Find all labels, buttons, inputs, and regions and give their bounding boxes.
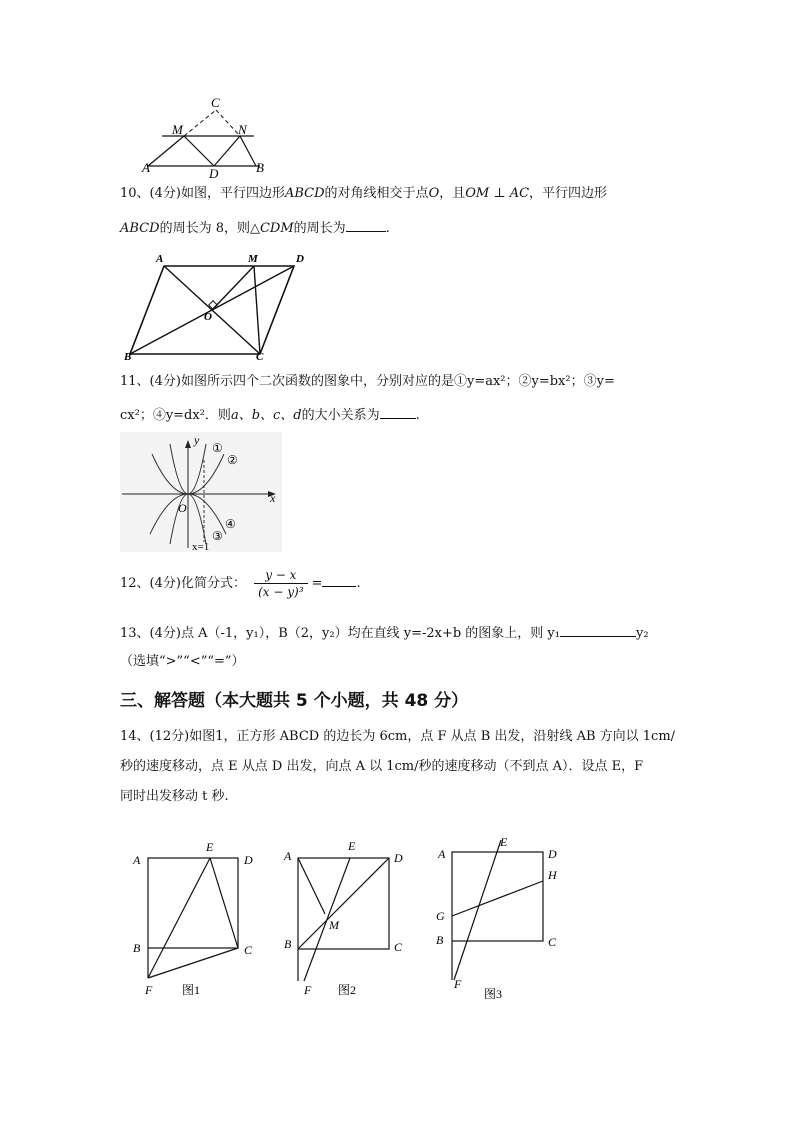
fraction-denominator: (x − y)³ — [258, 585, 304, 599]
label-c: C — [256, 351, 264, 362]
label-b: B — [436, 933, 444, 947]
answer-blank[interactable] — [322, 572, 356, 587]
question-13-line2: （选填“>”“<”“=”） — [120, 654, 245, 669]
label-b: B — [133, 941, 141, 955]
question-number: 13、(4分) — [120, 626, 181, 641]
answer-blank[interactable] — [560, 622, 636, 637]
label-o: O — [178, 501, 187, 515]
label-m: M — [248, 253, 258, 265]
label-a: A — [284, 849, 292, 863]
fraction-numerator: y − x — [254, 567, 307, 584]
parallelogram-figure — [122, 250, 322, 362]
label-e: E — [348, 839, 356, 853]
question-14-line1: 14、(12分)如图1，正方形 ABCD 的边长为 6cm，点 F 从点 B 出发，沿射线 AB 方向以 1cm/ — [120, 729, 676, 744]
question-12: 12、(4分)化简分式： $\frac{y - x}{\text{(x − y)³}}$ = . — [120, 568, 361, 599]
label-x: x — [270, 491, 276, 505]
square-figure-3 — [430, 830, 570, 1006]
label-d: D — [244, 853, 253, 867]
question-10-line2: ABCD的周长为 8，则△CDM的周长为 . — [120, 217, 390, 239]
square-figure-1 — [128, 836, 268, 1002]
question-13-line1: 13、(4分)点 A（-1，y₁），B（2，y₂）均在直线 y=-2x+b 的图象上，则 y₁ y₂ — [120, 622, 649, 644]
figure-caption: 图3 — [484, 987, 503, 1001]
label-c: C — [244, 943, 253, 957]
question-11-line2: cx²；④y=dx²．则a、b、c、d的大小关系为 . — [120, 404, 420, 426]
label-a: A — [156, 253, 164, 265]
label-b: B — [284, 937, 292, 951]
label-f: F — [454, 977, 462, 991]
question-14-line3: 同时出发移动 t 秒. — [120, 789, 229, 804]
label-x-equals-1: x=1 — [192, 541, 210, 552]
label-b: B — [256, 160, 264, 175]
answer-blank[interactable] — [380, 404, 416, 419]
label-d: D — [296, 253, 304, 265]
parabolas-figure — [120, 432, 282, 552]
figure-caption: 图1 — [182, 983, 201, 997]
curve-label-2: ② — [227, 453, 238, 467]
question-14-line2: 秒的速度移动，点 E 从点 D 出发，向点 A 以 1cm/秒的速度移动（不到点 A）．设点 E，F — [120, 759, 644, 774]
label-c: C — [211, 96, 220, 110]
triangle-midline-figure — [140, 96, 270, 180]
section-heading: 三、解答题（本大题共 5 个小题，共 48 分） — [120, 691, 469, 711]
curve-label-3: ③ — [212, 529, 223, 543]
label-m: M — [172, 122, 183, 137]
square-figure-2 — [280, 836, 420, 1002]
curve-label-1: ① — [212, 441, 223, 455]
label-d: D — [548, 847, 557, 861]
figure-caption: 图2 — [338, 983, 357, 997]
question-number: 14、(12分) — [120, 729, 190, 744]
label-a: A — [142, 160, 150, 175]
label-c: C — [394, 940, 403, 954]
label-d: D — [394, 851, 403, 865]
curve-label-4: ④ — [225, 517, 236, 531]
label-n: N — [238, 122, 247, 137]
label-y: y — [194, 433, 200, 447]
label-a: A — [438, 847, 446, 861]
label-d: D — [209, 166, 219, 180]
question-11-line1: 11、(4分)如图所示四个二次函数的图象中，分别对应的是①y=ax²；②y=bx²；③y= — [120, 374, 615, 389]
label-m: M — [329, 918, 339, 932]
label-e: E — [500, 835, 508, 849]
question-number: 10、(4分) — [120, 186, 181, 201]
label-b: B — [124, 351, 132, 362]
label-e: E — [206, 840, 214, 854]
label-f: F — [304, 983, 312, 997]
label-c: C — [548, 935, 557, 949]
question-10-line1: 10、(4分)如图，平行四边形ABCD的对角线相交于点O，且OM ⊥ AC，平行四边形 — [120, 186, 608, 201]
label-f: F — [145, 983, 153, 997]
label-a: A — [133, 853, 141, 867]
label-h: H — [548, 868, 557, 882]
answer-blank[interactable] — [346, 217, 386, 232]
question-number: 11、(4分) — [120, 374, 181, 389]
question-number: 12、(4分) — [120, 576, 181, 591]
label-g: G — [436, 909, 445, 923]
label-o: O — [204, 311, 212, 323]
fraction — [254, 567, 307, 600]
